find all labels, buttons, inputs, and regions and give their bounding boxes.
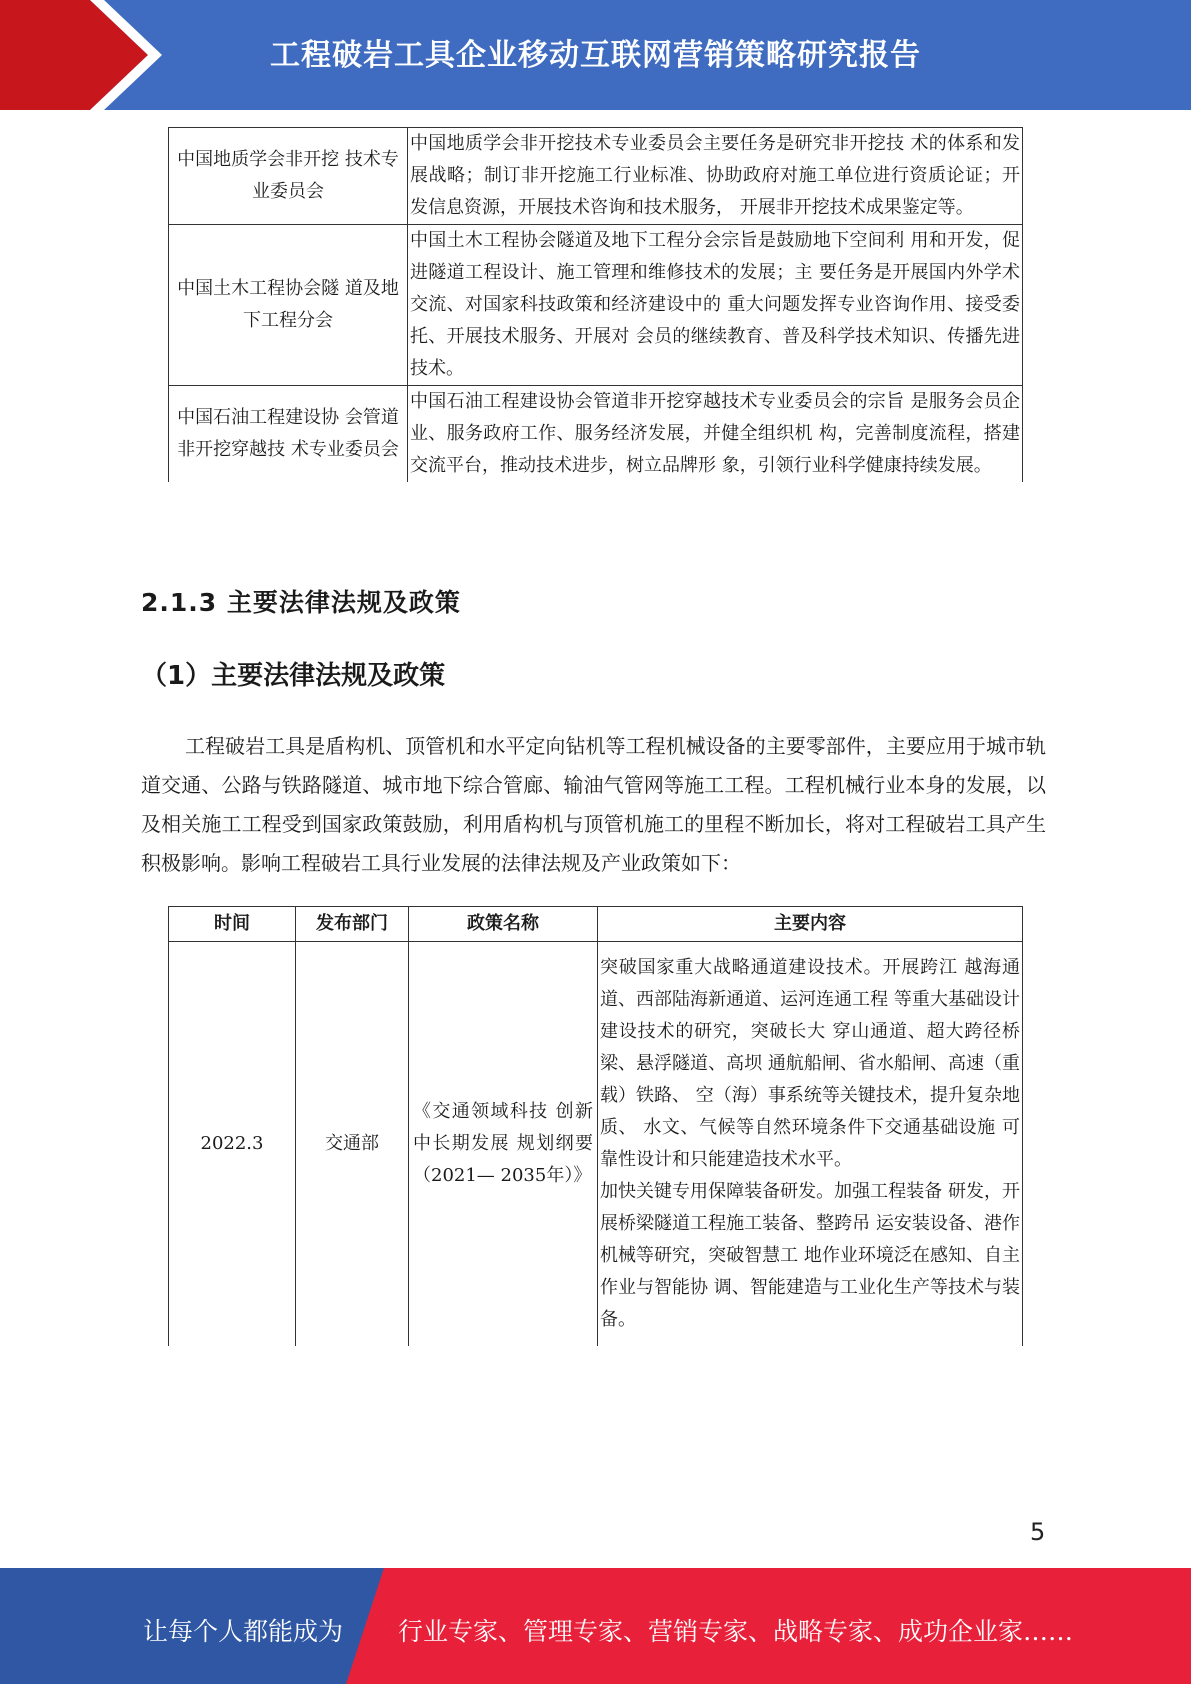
header-content: 主要内容 bbox=[598, 907, 1023, 942]
table-row bbox=[169, 386, 1023, 483]
header-policy-name: 政策名称 bbox=[409, 907, 598, 942]
body-paragraph: 工程破岩工具是盾构机、顶管机和水平定向钻机等工程机械设备的主要零部件，主要应用于城市轨道交通、公路与铁路隧道、城市地下综合管廊、输油气管网等施工工程。工程机械行业本身的发展，以及相关施工工程受到国家政策鼓励，利用盾构机与顶管机施工的里程不断加长，将对工程破岩工具产生积极影响。影响工程破岩工具行业发展的法律法规及产业政策如下： bbox=[141, 734, 1046, 875]
table-row bbox=[169, 225, 1023, 386]
section-heading: 2.1.3 主要法律法规及政策 bbox=[141, 588, 461, 617]
report-title: 工程破岩工具企业移动互联网营销策略研究报告 bbox=[270, 38, 921, 73]
header-time: 时间 bbox=[169, 907, 296, 942]
org-name-cell: 中国土木工程协会隧 道及地下工程分会 bbox=[169, 225, 408, 386]
subsection-heading: （1）主要法律法规及政策 bbox=[141, 661, 446, 691]
org-desc-cell: 中国地质学会非开挖技术专业委员会主要任务是研究非开挖技 术的体系和发展战略；制订非开挖施工行业标准、协助政府对施工单位进行资质论证；开发信息资源，开展技术咨询和技术服务， 开展非开挖技术成果鉴定等。 bbox=[408, 128, 1023, 225]
table-row bbox=[169, 128, 1023, 225]
table-header-row bbox=[169, 907, 1023, 942]
header-dept: 发布部门 bbox=[296, 907, 409, 942]
content-cell bbox=[598, 942, 1023, 1347]
page-footer bbox=[0, 1568, 1191, 1684]
org-name-cell: 中国地质学会非开挖 技术专业委员会 bbox=[169, 128, 408, 225]
dept-cell: 交通部 bbox=[296, 942, 409, 1347]
page-number: 5 bbox=[1030, 1518, 1046, 1546]
footer-slogan-left: 让每个人都能成为 bbox=[143, 1617, 344, 1646]
page-header bbox=[0, 0, 1191, 110]
policy-table bbox=[168, 906, 1023, 1346]
table-row bbox=[169, 942, 1023, 1347]
content-paragraph: 突破国家重大战略通道建设技术。开展跨江 越海通道、西部陆海新通道、运河连通工程 等重大基础设计建设技术的研究，突破长大 穿山通道、超大跨径桥梁、悬浮隧道、高坝 通航船闸、省水船闸、高速（重载）铁路、 空（海）事系统等关键技术，提升复杂地质、 水文、气候等自然环境条件下交通基础设施 可靠性设计和只能建造技术水平。 bbox=[600, 957, 1020, 1170]
content-paragraph: 加快关键专用保障装备研发。加强工程装备 研发，开展桥梁隧道工程施工装备、整跨吊 运安装设备、港作机械等研究，突破智慧工 地作业环境泛在感知、自主作业与智能协 调、智能建造与工业化生产等技术与装备。 bbox=[600, 1181, 1020, 1330]
policy-name-cell: 《交通领域科技 创新中长期发展 规划纲要（2021— 2035年）》 bbox=[409, 942, 598, 1347]
org-desc-cell: 中国石油工程建设协会管道非开挖穿越技术专业委员会的宗旨 是服务会员企业、服务政府工作、服务经济发展，并健全组织机 构，完善制度流程，搭建交流平台，推动技术进步，树立品牌形 象，引领行业科学健康持续发展。 bbox=[408, 386, 1023, 483]
footer-slogan-right: 行业专家、管理专家、营销专家、战略专家、成功企业家…… bbox=[398, 1617, 1074, 1646]
org-name-cell: 中国石油工程建设协 会管道非开挖穿越技 术专业委员会 bbox=[169, 386, 408, 483]
organization-table bbox=[168, 127, 1023, 482]
time-cell: 2022.3 bbox=[169, 942, 296, 1347]
org-desc-cell: 中国土木工程协会隧道及地下工程分会宗旨是鼓励地下空间利 用和开发，促进隧道工程设计、施工管理和维修技术的发展；主 要任务是开展国内外学术交流、对国家科技政策和经济建设中的 重大问题发挥专业咨询作用、接受委托、开展技术服务、开展对 会员的继续教育、普及科学技术知识、传播先进技术。 bbox=[408, 225, 1023, 386]
